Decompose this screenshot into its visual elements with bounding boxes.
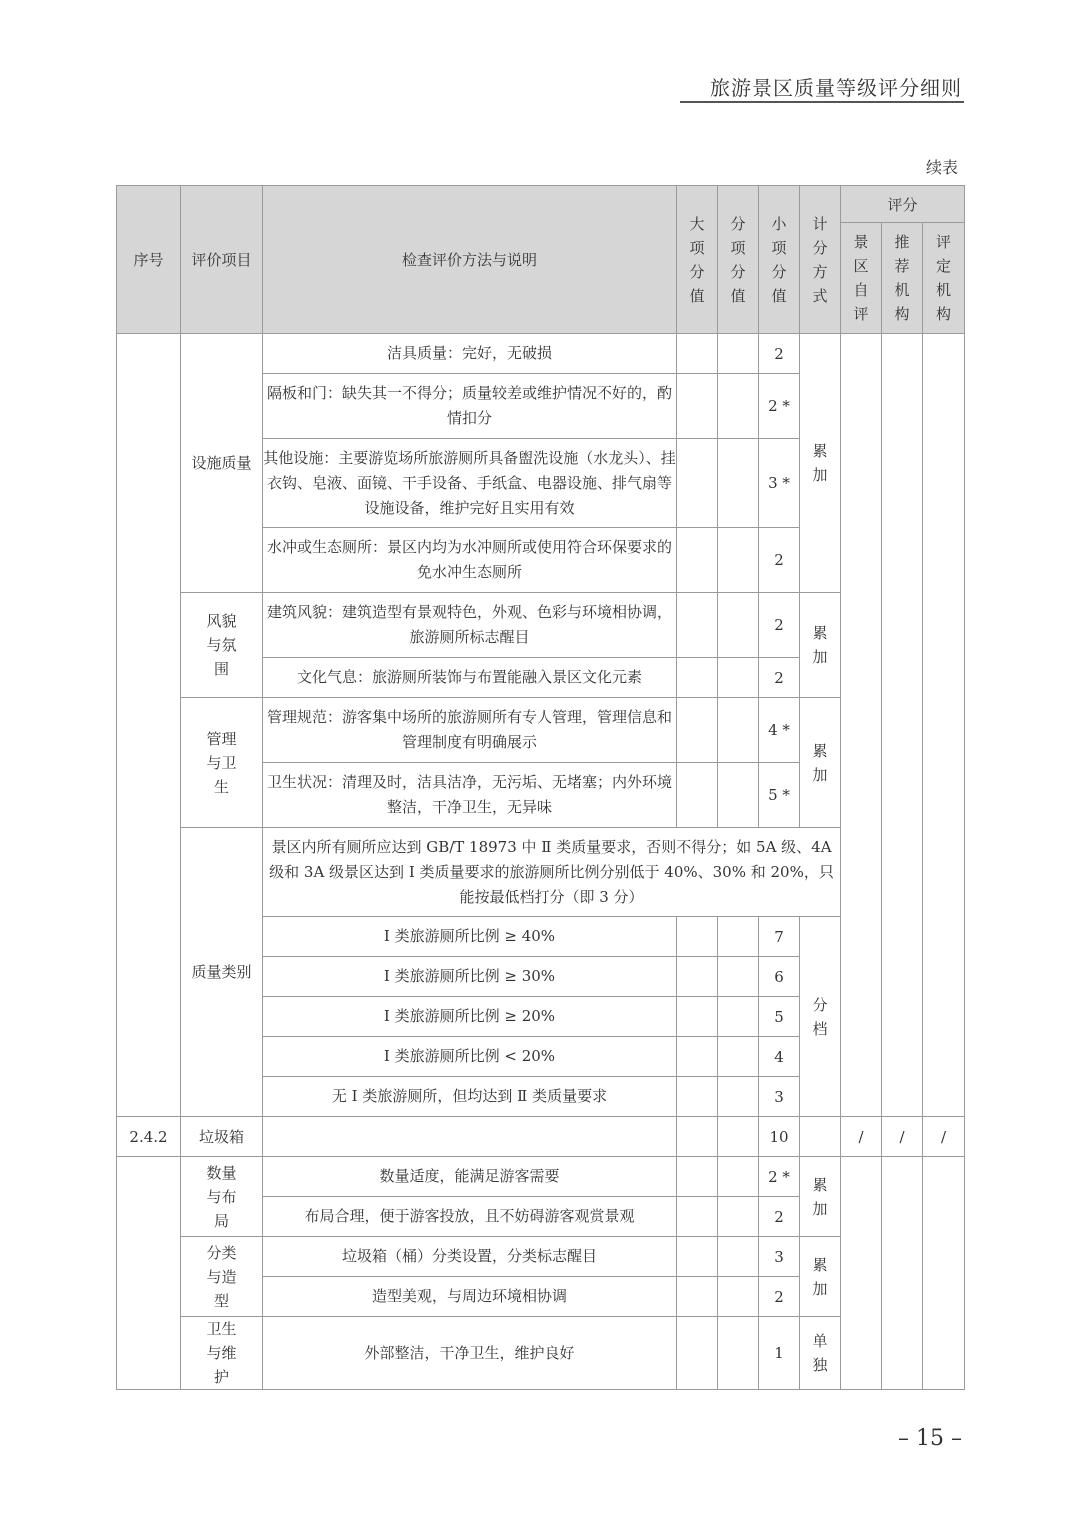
seq-cell: 2.4.2	[117, 1117, 181, 1157]
scoring-table	[116, 185, 965, 1390]
minor-score-cell: 3	[759, 1077, 800, 1117]
self-eval-cell: /	[841, 1117, 882, 1157]
assess-cell: /	[923, 1117, 965, 1157]
minor-score-cell: 4 *	[759, 698, 800, 763]
desc-cell: Ⅰ 类旅游厕所比例 < 20%	[263, 1037, 677, 1077]
desc-cell: 卫生状况：清理及时，洁具洁净，无污垢、无堵塞；内外环境整洁，干净卫生，无异味	[263, 763, 677, 828]
minor-score-cell: 6	[759, 957, 800, 997]
item-cell: 分类与造型	[181, 1237, 263, 1317]
page-number: – 15 –	[898, 1426, 962, 1451]
running-title: 旅游景区质量等级评分细则	[710, 76, 962, 100]
table-row	[117, 593, 965, 658]
desc-cell: Ⅰ 类旅游厕所比例 ≥ 30%	[263, 957, 677, 997]
continued-label: 续表	[925, 158, 958, 177]
desc-cell: 隔板和门：缺失其一不得分；质量较差或维护情况不好的，酌情扣分	[263, 374, 677, 439]
item-cell: 质量类别	[181, 828, 263, 1117]
item-cell: 数量与布局	[181, 1157, 263, 1237]
col-item: 评价项目	[181, 186, 263, 334]
col-minor-score: 小项分值	[759, 186, 800, 334]
desc-cell: 垃圾箱（桶）分类设置，分类标志醒目	[263, 1237, 677, 1277]
item-cell: 卫生与维护	[181, 1317, 263, 1390]
minor-score-cell: 2	[759, 1197, 800, 1237]
method-cell: 累加	[800, 1157, 841, 1237]
minor-score-cell: 2	[759, 658, 800, 698]
col-recommend: 推荐机构	[882, 223, 923, 334]
minor-score-cell: 2 *	[759, 374, 800, 439]
table-row	[117, 1117, 965, 1157]
item-cell: 管理与卫生	[181, 698, 263, 828]
table-row	[117, 828, 965, 917]
col-method: 检查评价方法与说明	[263, 186, 677, 334]
col-method-type: 计分方式	[800, 186, 841, 334]
method-cell: 累加	[800, 334, 841, 593]
method-cell: 累加	[800, 698, 841, 828]
table-row	[117, 1317, 965, 1390]
desc-cell: 造型美观，与周边环境相协调	[263, 1277, 677, 1317]
col-seq: 序号	[117, 186, 181, 334]
col-self-eval: 景区自评	[841, 223, 882, 334]
desc-cell: 外部整洁，干净卫生，维护良好	[263, 1317, 677, 1390]
desc-cell: Ⅰ 类旅游厕所比例 ≥ 20%	[263, 997, 677, 1037]
minor-score-cell: 3 *	[759, 439, 800, 528]
desc-cell: 管理规范：游客集中场所的旅游厕所有专人管理，管理信息和管理制度有明确展示	[263, 698, 677, 763]
minor-score-cell: 2 *	[759, 1157, 800, 1197]
method-cell: 累加	[800, 593, 841, 698]
table-row	[117, 698, 965, 763]
desc-cell: 建筑风貌：建筑造型有景观特色，外观、色彩与环境相协调，旅游厕所标志醒目	[263, 593, 677, 658]
minor-score-cell: 2	[759, 593, 800, 658]
header-rule	[680, 101, 964, 103]
minor-score-cell: 7	[759, 917, 800, 957]
item-cell: 风貌与氛围	[181, 593, 263, 698]
minor-score-cell: 1	[759, 1317, 800, 1390]
desc-cell: 景区内所有厕所应达到 GB/T 18973 中 Ⅱ 类质量要求，否则不得分；如 5A 级、4A 级和 3A 级景区达到 Ⅰ 类质量要求的旅游厕所比例分别低于 40%、30% 和 20%，只能按最低档打分（即 3 分）	[263, 828, 841, 917]
col-rating: 评分	[841, 186, 965, 223]
item-cell: 设施质量	[181, 334, 263, 593]
col-assess: 评定机构	[923, 223, 965, 334]
minor-score-cell: 4	[759, 1037, 800, 1077]
desc-cell: 文化气息：旅游厕所装饰与布置能融入景区文化元素	[263, 658, 677, 698]
col-major-score: 大项分值	[677, 186, 718, 334]
desc-cell: 布局合理，便于游客投放，且不妨碍游客观赏景观	[263, 1197, 677, 1237]
seq-cell	[117, 1157, 181, 1390]
desc-cell: 洁具质量：完好，无破损	[263, 334, 677, 374]
desc-cell: 数量适度，能满足游客需要	[263, 1157, 677, 1197]
minor-score-cell: 5 *	[759, 763, 800, 828]
desc-cell: 无 Ⅰ 类旅游厕所，但均达到 Ⅱ 类质量要求	[263, 1077, 677, 1117]
minor-score-cell: 2	[759, 1277, 800, 1317]
desc-cell: 其他设施：主要游览场所旅游厕所具备盥洗设施（水龙头）、挂衣钩、皂液、面镜、干手设备、手纸盒、电器设施、排气扇等设施设备，维护完好且实用有效	[263, 439, 677, 528]
table-row	[117, 1237, 965, 1277]
method-cell: 分档	[800, 917, 841, 1117]
method-cell: 累加	[800, 1237, 841, 1317]
seq-cell	[117, 334, 181, 1117]
desc-cell: 水冲或生态厕所：景区内均为水冲厕所或使用符合环保要求的免水冲生态厕所	[263, 528, 677, 593]
minor-score-cell: 2	[759, 334, 800, 374]
table-row	[117, 1157, 965, 1197]
desc-cell: Ⅰ 类旅游厕所比例 ≥ 40%	[263, 917, 677, 957]
method-cell: 单独	[800, 1317, 841, 1390]
minor-score-cell: 3	[759, 1237, 800, 1277]
minor-score-cell: 2	[759, 528, 800, 593]
recommend-cell: /	[882, 1117, 923, 1157]
minor-score-cell: 5	[759, 997, 800, 1037]
table-row	[117, 334, 965, 374]
col-sub-score: 分项分值	[718, 186, 759, 334]
minor-score-cell: 10	[759, 1117, 800, 1157]
item-cell: 垃圾箱	[181, 1117, 263, 1157]
